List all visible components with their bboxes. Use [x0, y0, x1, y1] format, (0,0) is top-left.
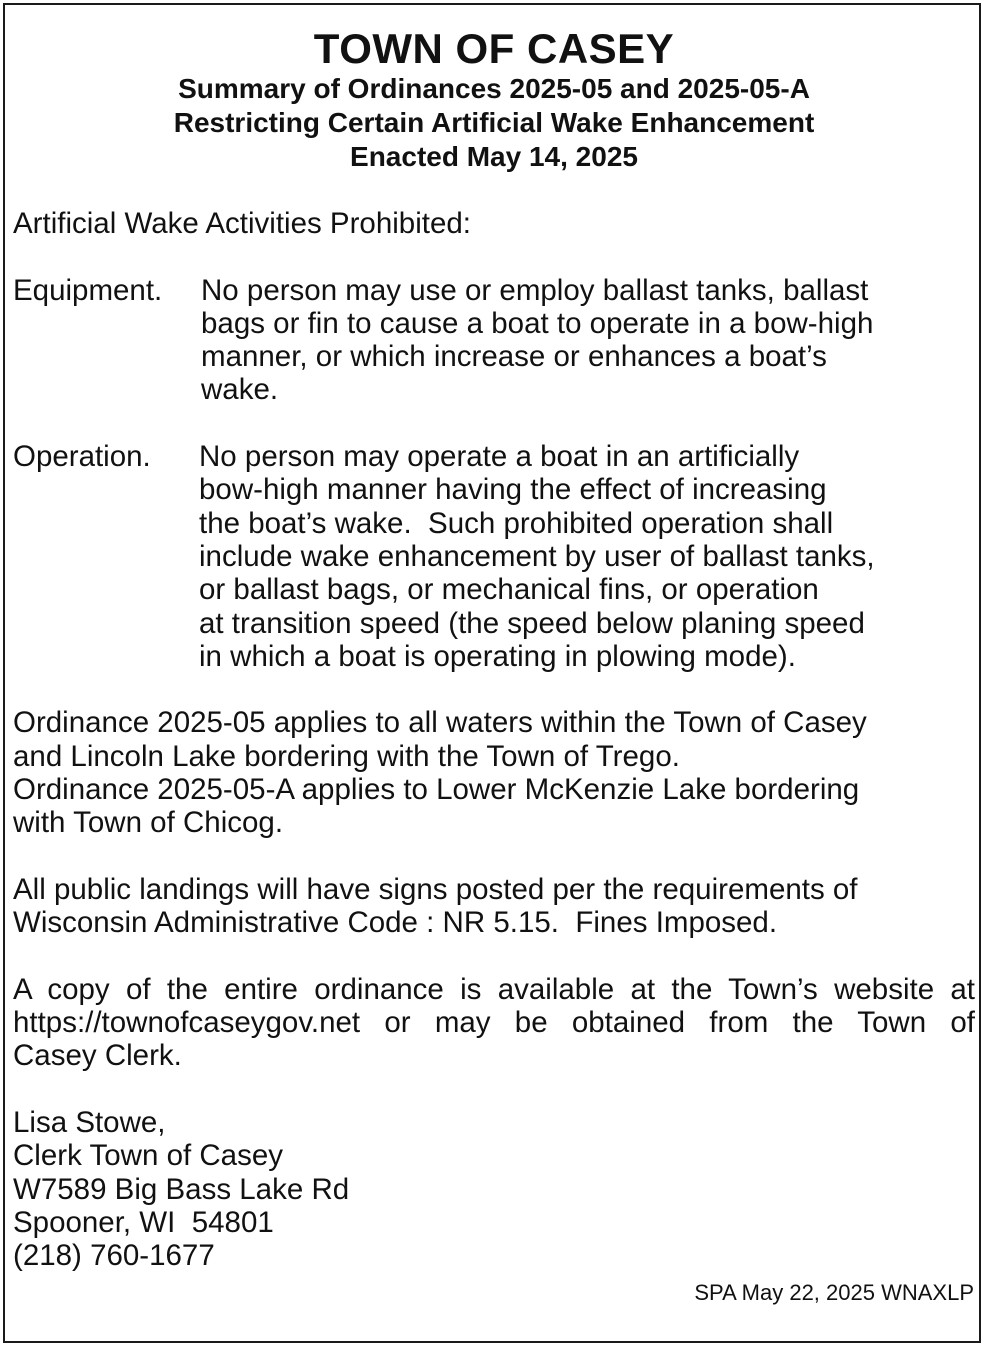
copy-availability-paragraph: A copy of the entire ordinance is available at the Town’s website at https://townofcaseygov.net or may be obtained from the Town of Casey Clerk. — [13, 972, 975, 1073]
operation-term: Operation. — [13, 440, 151, 474]
signage-paragraph: All public landings will have signs posted per the requirements of Wisconsin Administrative Code : NR 5.15. Fines Imposed. — [13, 872, 858, 940]
notice-header — [0, 26, 988, 174]
clerk-name: Lisa Stowe, — [13, 1106, 166, 1140]
website-url-line: https://townofcaseygov.net or may be obtained from the Town of — [13, 1006, 975, 1040]
notice-subtitle-line: Summary of Ordinances 2025-05 and 2025-05-A — [178, 73, 810, 104]
equipment-description: No person may use or employ ballast tanks, ballast bags or fin to cause a boat to operate in a bow-high manner, or which increase or enhances a boat’s wake. — [201, 273, 874, 407]
operation-section — [13, 440, 975, 673]
intro-heading: Artificial Wake Activities Prohibited: — [13, 207, 471, 240]
enacted-date: Enacted May 14, 2025 — [350, 141, 638, 172]
clerk-address-street: W7589 Big Bass Lake Rd — [13, 1172, 350, 1206]
clerk-signature-block — [13, 1106, 975, 1272]
notice-body — [13, 207, 975, 1273]
equipment-section — [13, 274, 975, 407]
clerk-phone: (218) 760-1677 — [13, 1239, 215, 1273]
clerk-address-city: Spooner, WI 54801 — [13, 1205, 274, 1239]
notice-title: TOWN OF CASEY — [313, 25, 675, 72]
notice-subtitle-line: Restricting Certain Artificial Wake Enhancement — [173, 107, 815, 138]
publication-code: SPA May 22, 2025 WNAXLP — [694, 1280, 974, 1305]
applicability-paragraph: Ordinance 2025-05 applies to all waters within the Town of Casey and Lincoln Lake bordering with the Town of Trego. Ordinance 2025-05-A applies to Lower McKenzie Lake bordering with Town of Chicog. — [13, 706, 867, 840]
operation-description: No person may operate a boat in an artificially bow-high manner having the effect of increasing the boat’s wake. Such prohibited operation shall include wake enhancement by user of ballast tanks, or ballast bags, or mechanical fins, or operation at transition speed (the speed below planing speed in which a boat is operating in plowing mode). — [199, 440, 875, 673]
clerk-title: Clerk Town of Casey — [13, 1139, 283, 1173]
equipment-term: Equipment. — [13, 273, 163, 307]
